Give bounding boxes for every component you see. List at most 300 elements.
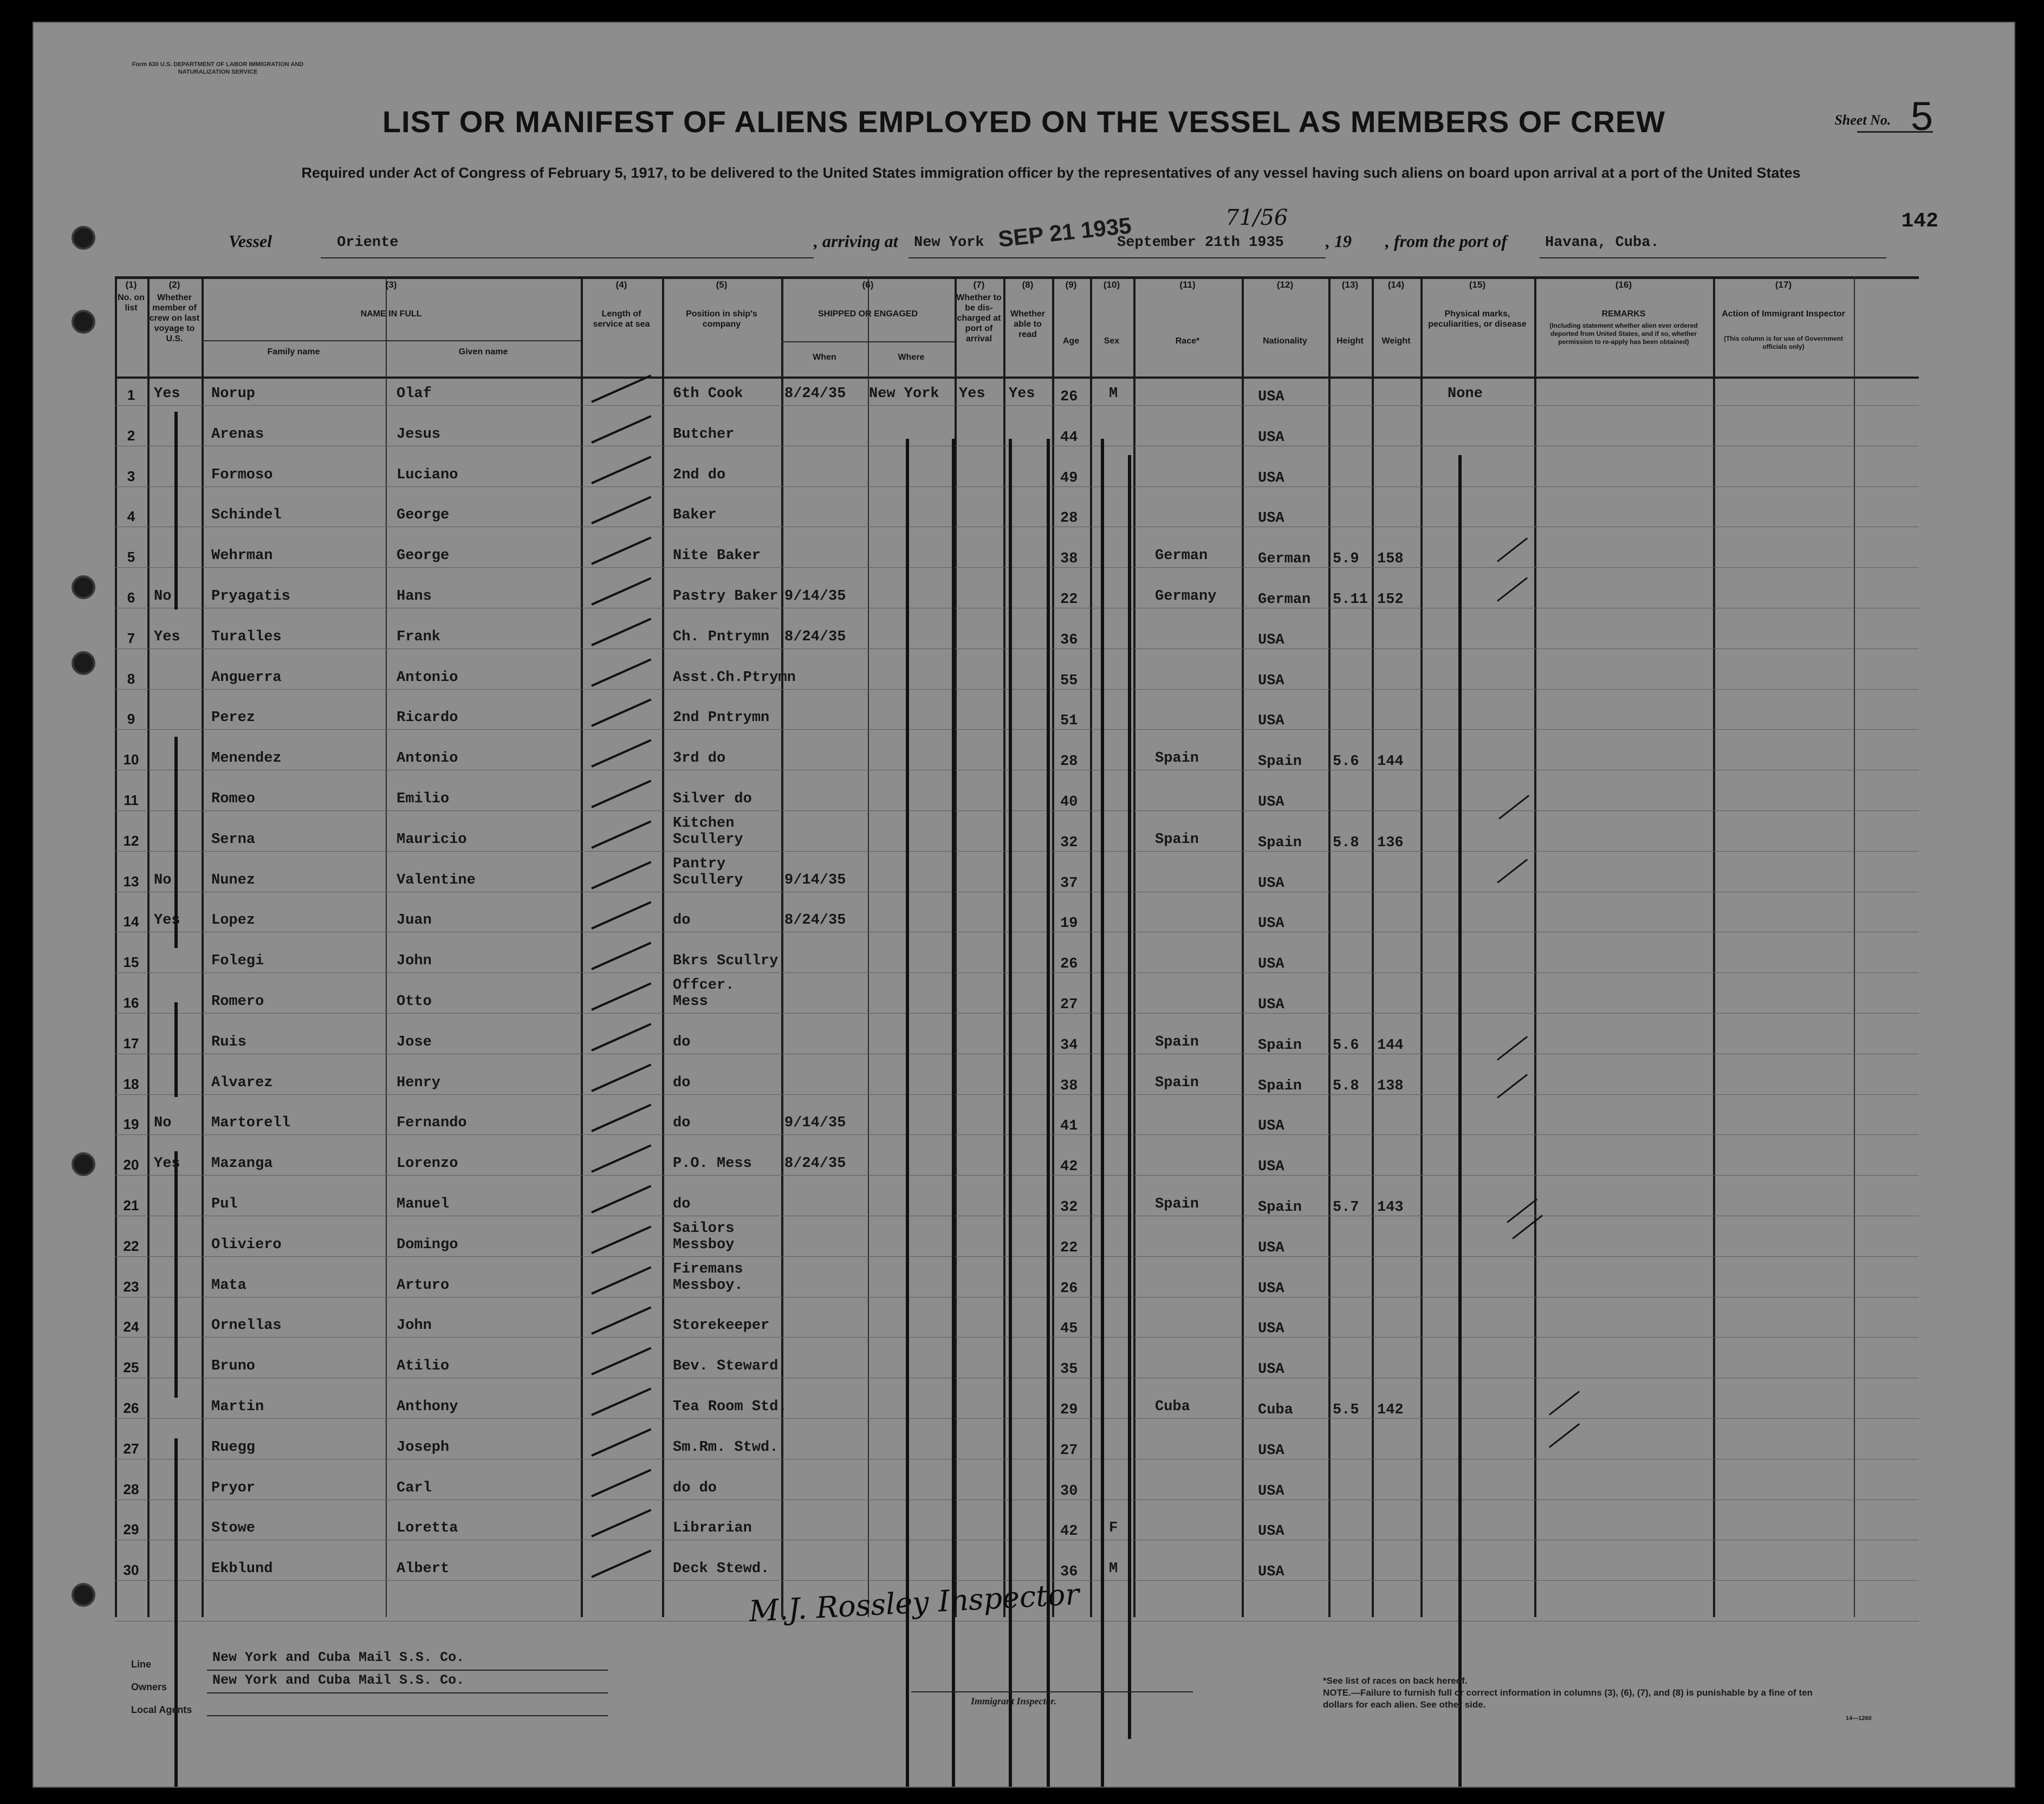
row-number: 12: [123, 832, 139, 849]
local-agents-underline: [207, 1715, 608, 1716]
name-subheader-rule: [202, 340, 581, 341]
vessel-underline: [321, 257, 814, 258]
row-number: 25: [123, 1359, 139, 1376]
nationality-cell: USA: [1258, 1321, 1284, 1338]
nationality-cell: USA: [1258, 470, 1284, 486]
given-name-cell: Fernando: [397, 1115, 467, 1132]
ditto-mark: [174, 737, 178, 948]
nationality-cell: USA: [1258, 672, 1284, 689]
family-name-cell: Arenas: [211, 426, 264, 443]
given-name-cell: Emilio: [397, 791, 450, 807]
check-mark: [1497, 1036, 1528, 1060]
discharged-cell: Yes: [959, 386, 985, 402]
col16-header: REMARKS: [1601, 309, 1646, 319]
row-number: 22: [123, 1237, 139, 1254]
from-port-underline: [1540, 257, 1886, 258]
position-cell: Nite Baker: [673, 548, 761, 564]
ditto-mark: [1128, 455, 1131, 1739]
family-name-cell: Pryagatis: [211, 588, 290, 605]
service-slash: [591, 618, 651, 646]
row-number: 18: [123, 1075, 139, 1092]
column-rule: [1090, 276, 1092, 1617]
row-rule: [115, 1094, 1919, 1095]
col6-when-header: When: [813, 353, 836, 362]
owners-value: New York and Cuba Mail S.S. Co.: [212, 1672, 465, 1688]
height-cell: 5.5: [1333, 1402, 1359, 1418]
position-cell: 2nd Pntrymn: [673, 710, 770, 726]
shipped-when-cell: 9/14/35: [784, 872, 846, 888]
position-cell: Storekeeper: [673, 1318, 770, 1334]
row-number: 15: [123, 954, 139, 971]
col6-header: SHIPPED OR ENGAGED: [817, 309, 918, 319]
given-name-cell: John: [397, 953, 432, 970]
given-name-cell: Frank: [397, 628, 441, 645]
nationality-cell: German: [1258, 551, 1311, 568]
service-slash: [591, 739, 651, 768]
shipped-where-cell: New York: [869, 386, 939, 402]
col15-header: Physical marks, peculiarities, or disease: [1428, 309, 1527, 329]
nationality-cell: USA: [1258, 713, 1284, 730]
service-slash: [591, 780, 651, 808]
given-name-cell: Lorenzo: [397, 1156, 458, 1172]
family-name-cell: Ruegg: [211, 1439, 256, 1456]
row-number: 1: [127, 387, 135, 403]
nationality-cell: USA: [1258, 632, 1284, 648]
nationality-cell: Cuba: [1258, 1402, 1293, 1418]
age-cell: 45: [1060, 1321, 1078, 1338]
family-name-cell: Lopez: [211, 912, 256, 929]
age-cell: 27: [1060, 1442, 1078, 1459]
given-name-cell: Manuel: [397, 1196, 450, 1212]
col17-subheader: (This column is for use of Government officials only): [1723, 335, 1844, 351]
race-cell: Spain: [1155, 831, 1199, 848]
race-cell: Germany: [1155, 588, 1217, 605]
row-rule: [115, 648, 1919, 649]
family-name-cell: Turalles: [211, 628, 282, 645]
line-label: Line: [131, 1659, 152, 1670]
row-number: 24: [123, 1319, 139, 1335]
column-rule: [581, 276, 583, 1617]
position-cell: Deck Stewd.: [673, 1561, 770, 1578]
family-name-cell: Norup: [211, 386, 256, 402]
service-slash: [591, 1063, 651, 1092]
nationality-cell: USA: [1258, 1361, 1284, 1378]
shipped-when-cell: 9/14/35: [784, 588, 846, 605]
row-rule: [115, 405, 1919, 406]
ditto-mark: [174, 1002, 178, 1097]
age-cell: 41: [1060, 1118, 1078, 1135]
weight-cell: 143: [1377, 1199, 1404, 1216]
col12-header: Nationality: [1263, 336, 1307, 346]
age-cell: 40: [1060, 794, 1078, 810]
col6-number: (6): [862, 280, 874, 290]
col8-header: Whether able to read: [1010, 309, 1045, 339]
prev-voyage-cell: Yes: [154, 1156, 180, 1172]
given-name-cell: Antonio: [397, 669, 458, 686]
arrival-date: September 21th 1935: [1117, 235, 1284, 251]
given-name-cell: Luciano: [397, 466, 458, 483]
check-mark: [1497, 577, 1528, 601]
punch-hole: [72, 651, 95, 675]
col3-number: (3): [385, 280, 397, 290]
position-cell: do: [673, 1074, 691, 1091]
height-cell: 5.9: [1333, 551, 1359, 568]
row-number: 16: [123, 995, 139, 1011]
check-mark: [1497, 859, 1528, 883]
col2-header: Whether member of crew on last voyage to U.S.: [149, 293, 200, 343]
race-cell: Spain: [1155, 750, 1199, 767]
inspector-label: Immigrant Inspector.: [971, 1696, 1057, 1706]
given-name-cell: Joseph: [397, 1439, 450, 1456]
service-slash: [591, 1347, 651, 1375]
column-rule: [1328, 276, 1331, 1617]
position-cell: Bev. Steward: [673, 1358, 778, 1375]
service-slash: [591, 415, 651, 443]
races-footnote: *See list of races on back hereof.: [1323, 1676, 1468, 1686]
nationality-cell: USA: [1258, 1523, 1284, 1540]
age-cell: 42: [1060, 1523, 1078, 1540]
service-slash: [591, 942, 651, 970]
given-name-cell: George: [397, 548, 450, 564]
ditto-mark: [174, 1151, 178, 1398]
local-agents-label: Local Agents: [131, 1704, 192, 1715]
sex-cell: M: [1109, 1561, 1118, 1578]
service-slash: [591, 1387, 651, 1416]
given-name-cell: Atilio: [397, 1358, 450, 1375]
race-cell: German: [1155, 548, 1208, 564]
col16-number: (16): [1615, 280, 1632, 290]
punch-hole: [72, 1583, 95, 1607]
row-number: 29: [123, 1521, 139, 1538]
service-slash: [591, 1469, 651, 1497]
height-cell: 5.11: [1333, 592, 1368, 608]
punch-hole: [72, 310, 95, 334]
service-slash: [591, 537, 651, 565]
given-name-cell: Mauricio: [397, 831, 467, 848]
nationality-cell: USA: [1258, 510, 1284, 527]
inspector-signature: M.J. Rossley Inspector: [748, 1577, 1080, 1628]
column-rule: [1003, 276, 1005, 1617]
row-number: 8: [127, 670, 135, 687]
row-rule: [115, 486, 1919, 487]
prev-voyage-cell: No: [154, 872, 172, 888]
family-name-cell: Martorell: [211, 1115, 290, 1132]
service-slash: [591, 577, 651, 605]
row-rule: [115, 1337, 1919, 1338]
age-cell: 22: [1060, 1240, 1078, 1256]
family-name-cell: Romero: [211, 994, 264, 1010]
position-cell: Bkrs Scullry: [673, 953, 778, 970]
col14-header: Weight: [1381, 336, 1411, 346]
arriving-label: , arriving at: [814, 231, 898, 251]
family-name-cell: Schindel: [211, 507, 282, 524]
handwritten-mark: 71/56: [1225, 205, 1288, 230]
given-name-cell: John: [397, 1318, 432, 1334]
given-name-cell: Henry: [397, 1074, 441, 1091]
position-cell: Kitchen Scullery: [673, 815, 743, 848]
inspector-signature-line: [911, 1691, 1193, 1692]
position-cell: do: [673, 912, 691, 929]
shipped-when-cell: 8/24/35: [784, 386, 846, 402]
row-rule: [115, 810, 1919, 811]
age-cell: 26: [1060, 956, 1078, 973]
page-title: LIST OR MANIFEST OF ALIENS EMPLOYED ON THE VESSEL AS MEMBERS OF CREW: [382, 105, 1666, 139]
col17-header: Action of Immigrant Inspector: [1722, 309, 1845, 319]
row-rule: [115, 729, 1919, 730]
column-rule: [1372, 276, 1374, 1617]
from-port-label: , from the port of: [1385, 231, 1507, 251]
age-cell: 44: [1060, 429, 1078, 446]
page-count: 142: [1901, 210, 1938, 233]
row-number: 23: [123, 1278, 139, 1295]
row-rule: [115, 567, 1919, 568]
given-name-cell: Albert: [397, 1561, 450, 1578]
col14-number: (14): [1387, 280, 1405, 290]
nationality-cell: Spain: [1258, 1199, 1302, 1216]
column-rule: [662, 276, 664, 1617]
row-number: 20: [123, 1157, 139, 1173]
column-rule: [147, 276, 150, 1617]
race-cell: Spain: [1155, 1034, 1199, 1050]
position-cell: Butcher: [673, 426, 735, 443]
given-name-cell: Loretta: [397, 1520, 458, 1537]
column-rule: [1420, 276, 1423, 1617]
able-to-read-cell: Yes: [1009, 386, 1035, 402]
weight-cell: 144: [1377, 1037, 1404, 1054]
col1-header: No. on list: [118, 293, 145, 313]
age-cell: 32: [1060, 1199, 1078, 1216]
col3-header: NAME IN FULL: [360, 309, 422, 319]
given-name-cell: Olaf: [397, 386, 432, 402]
position-cell: Librarian: [673, 1520, 752, 1537]
position-cell: do do: [673, 1479, 717, 1496]
name-subheader-rule: [781, 341, 955, 342]
col9-number: (9): [1065, 280, 1077, 290]
column-rule: [1534, 276, 1536, 1617]
family-name-cell: Anguerra: [211, 669, 282, 686]
weight-cell: 144: [1377, 754, 1404, 770]
line-underline: [207, 1670, 608, 1671]
col10-header: Sex: [1104, 336, 1120, 346]
family-name-cell: Mazanga: [211, 1156, 273, 1172]
nationality-cell: USA: [1258, 1483, 1284, 1500]
position-cell: Sm.Rm. Stwd.: [673, 1439, 778, 1456]
position-cell: do: [673, 1034, 691, 1050]
row-number: 19: [123, 1116, 139, 1133]
col11-number: (11): [1179, 280, 1196, 290]
punch-hole: [72, 1152, 95, 1176]
service-slash: [591, 496, 651, 524]
nationality-cell: USA: [1258, 1564, 1284, 1581]
age-cell: 35: [1060, 1361, 1078, 1378]
family-name-cell: Ekblund: [211, 1561, 273, 1578]
service-slash: [591, 1550, 651, 1578]
row-number: 4: [127, 508, 135, 525]
shipped-when-cell: 9/14/35: [784, 1115, 846, 1132]
age-cell: 42: [1060, 1159, 1078, 1176]
position-cell: do: [673, 1196, 691, 1212]
family-name-cell: Martin: [211, 1399, 264, 1415]
crew-table: [115, 276, 1919, 1617]
col11-header: Race*: [1175, 336, 1200, 346]
nationality-cell: USA: [1258, 389, 1284, 405]
from-port: Havana, Cuba.: [1545, 235, 1659, 251]
check-mark: [1507, 1198, 1537, 1223]
service-slash: [591, 1307, 651, 1335]
col9-header: Age: [1062, 336, 1080, 346]
row-rule: [115, 1175, 1919, 1176]
service-slash: [591, 456, 651, 484]
service-slash: [591, 699, 651, 727]
family-name-cell: Formoso: [211, 466, 273, 483]
row-number: 26: [123, 1400, 139, 1416]
col15-number: (15): [1469, 280, 1486, 290]
position-cell: Pantry Scullery: [673, 855, 743, 888]
age-cell: 38: [1060, 1078, 1078, 1094]
sheet-number-underline: [1857, 131, 1933, 133]
nationality-cell: Spain: [1258, 1037, 1302, 1054]
age-cell: 36: [1060, 632, 1078, 648]
given-name-cell: Arturo: [397, 1277, 450, 1294]
position-cell: P.O. Mess: [673, 1156, 752, 1172]
height-cell: 5.8: [1333, 834, 1359, 851]
shipped-when-cell: 8/24/35: [784, 1156, 846, 1172]
family-name-cell: Pryor: [211, 1479, 256, 1496]
col16-subheader: (Including statement whether alien ever ordered deported from United States, and if so, whether permission to re-apply has been obtained): [1549, 322, 1698, 346]
position-cell: Silver do: [673, 791, 752, 807]
arrival-port: New York: [914, 235, 984, 251]
service-slash: [591, 982, 651, 1010]
nationality-cell: Spain: [1258, 834, 1302, 851]
row-number: 30: [123, 1562, 139, 1579]
given-name-cell: Carl: [397, 1479, 432, 1496]
row-number: 21: [123, 1197, 139, 1214]
age-cell: 26: [1060, 389, 1078, 405]
row-rule: [115, 689, 1919, 690]
age-cell: 28: [1060, 754, 1078, 770]
col5-number: (5): [716, 280, 728, 290]
col4-number: (4): [615, 280, 627, 290]
ditto-mark: [174, 1438, 178, 1788]
col7-header: Whether to be dis-charged at port of arrival: [956, 293, 1002, 343]
nationality-cell: USA: [1258, 1240, 1284, 1256]
nationality-cell: Spain: [1258, 1078, 1302, 1094]
col13-number: (13): [1341, 280, 1359, 290]
nationality-cell: USA: [1258, 429, 1284, 446]
nationality-cell: USA: [1258, 956, 1284, 973]
physical-marks-cell: None: [1448, 386, 1483, 402]
given-name-cell: Jesus: [397, 426, 441, 443]
family-name-cell: Stowe: [211, 1520, 256, 1537]
year-label: , 19: [1326, 231, 1352, 251]
col8-number: (8): [1022, 280, 1034, 290]
given-name-cell: Juan: [397, 912, 432, 929]
age-cell: 55: [1060, 672, 1078, 689]
row-rule: [115, 1134, 1919, 1135]
service-slash: [591, 1428, 651, 1456]
page-subtitle: Required under Act of Congress of February 5, 1917, to be delivered to the United States immigration officer by the representatives of any vessel having such aliens on board upon arrival at a port of the United States: [301, 165, 1801, 181]
given-name-cell: Ricardo: [397, 710, 458, 726]
col10-number: (10): [1103, 280, 1120, 290]
age-cell: 32: [1060, 834, 1078, 851]
service-slash: [591, 658, 651, 686]
ditto-mark: [1458, 455, 1462, 1788]
family-name-cell: Alvarez: [211, 1074, 273, 1091]
age-cell: 51: [1060, 713, 1078, 730]
punch-hole: [72, 226, 95, 250]
service-slash: [591, 1225, 651, 1254]
column-rule: [781, 276, 783, 1617]
owners-underline: [207, 1692, 608, 1693]
check-mark: [1497, 537, 1528, 562]
col17-number: (17): [1775, 280, 1792, 290]
row-rule: [115, 1256, 1919, 1257]
race-cell: Spain: [1155, 1196, 1199, 1212]
shipped-when-cell: 8/24/35: [784, 628, 846, 645]
family-name-cell: Ruis: [211, 1034, 246, 1050]
family-name-cell: Oliviero: [211, 1236, 282, 1253]
position-cell: Ch. Pntrymn: [673, 628, 770, 645]
row-number: 5: [127, 549, 135, 566]
sex-cell: M: [1109, 386, 1118, 402]
col12-number: (12): [1276, 280, 1294, 290]
check-mark: [1498, 795, 1529, 819]
row-number: 3: [127, 468, 135, 484]
service-slash: [591, 1145, 651, 1173]
family-name-cell: Wehrman: [211, 548, 273, 564]
col2-number: (2): [168, 280, 180, 290]
vessel-label: Vessel: [229, 231, 272, 251]
row-number: 27: [123, 1440, 139, 1457]
col3-family-header: Family name: [267, 347, 320, 356]
row-rule: [115, 1418, 1919, 1419]
service-slash: [591, 1023, 651, 1051]
row-number: 28: [123, 1481, 139, 1497]
family-name-cell: Romeo: [211, 791, 256, 807]
ditto-mark: [1101, 439, 1104, 1788]
manifest-sheet: [33, 22, 2015, 1788]
age-cell: 37: [1060, 875, 1078, 892]
prev-voyage-cell: Yes: [154, 628, 180, 645]
height-cell: 5.6: [1333, 754, 1359, 770]
given-name-cell: George: [397, 507, 450, 524]
position-cell: Sailors Messboy: [673, 1220, 735, 1253]
service-slash: [591, 374, 651, 403]
family-name-cell: Nunez: [211, 872, 256, 888]
nationality-cell: German: [1258, 592, 1311, 608]
row-rule: [115, 851, 1919, 852]
row-number: 11: [124, 792, 139, 808]
date-underline: [909, 257, 1326, 258]
position-cell: Firemans Messboy.: [673, 1261, 743, 1294]
arrival-stamp: SEP 21 1935: [997, 212, 1133, 252]
col5-header: Position in ship's company: [686, 309, 757, 329]
age-cell: 27: [1060, 997, 1078, 1013]
penalty-note: NOTE.—Failure to furnish full or correct information in columns (3), (6), (7), and (8) is punishable by a fine of ten dollars for each alien. See other side.: [1323, 1688, 1813, 1710]
service-slash: [591, 861, 651, 889]
weight-cell: 158: [1377, 551, 1404, 568]
family-name-cell: Menendez: [211, 750, 282, 767]
row-number: 13: [123, 873, 139, 890]
column-rule: [202, 276, 204, 1617]
row-number: 9: [127, 711, 135, 728]
row-number: 7: [127, 630, 135, 646]
position-cell: Offcer. Mess: [673, 977, 735, 1010]
owners-label: Owners: [131, 1682, 167, 1692]
given-name-cell: Antonio: [397, 750, 458, 767]
column-rule: [1052, 276, 1054, 1617]
weight-cell: 136: [1377, 834, 1404, 851]
